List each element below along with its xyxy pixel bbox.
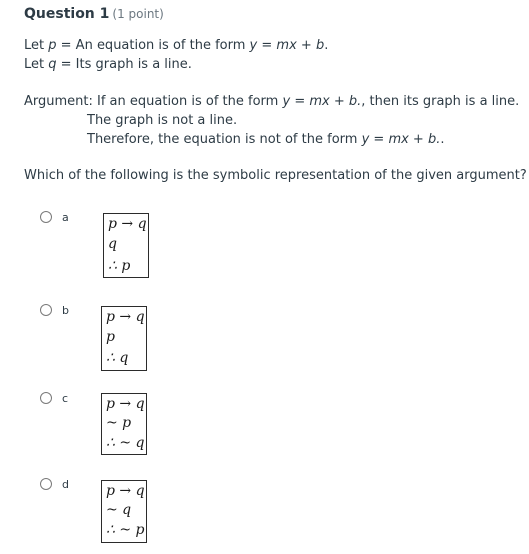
option-a-formula <box>103 213 149 278</box>
formula-line-1: p → q <box>108 216 147 232</box>
radio-button-c[interactable] <box>40 392 52 404</box>
option-letter: b <box>62 304 69 317</box>
eq-equals: = <box>290 94 310 109</box>
eq-y: y <box>249 38 258 53</box>
option-letter: a <box>62 211 69 224</box>
formula-line-2: p <box>106 329 115 345</box>
formula-line-3: ∴ q <box>106 350 129 366</box>
argument-line-3 <box>87 132 445 147</box>
def-text: = An equation is of the form <box>56 38 250 53</box>
def-suffix: . <box>324 38 329 53</box>
formula-line-2: q <box>108 236 117 252</box>
argument-line-2: The graph is not a line. <box>87 113 238 128</box>
formula-line-3: ∴ ~ q <box>106 435 145 451</box>
question-points: (1 point) <box>112 7 164 21</box>
formula-line-3: ∴ ~ p <box>106 522 145 538</box>
question-title <box>24 6 164 22</box>
formula-line-2: ~ p <box>106 415 132 431</box>
eq-plus: + <box>329 94 349 109</box>
eq-y: y <box>361 132 370 147</box>
eq-plus: + <box>408 132 428 147</box>
option-c-formula <box>101 393 147 455</box>
definition-p <box>24 38 328 53</box>
def-prefix: Let <box>24 57 49 72</box>
option-d-formula <box>101 480 147 543</box>
eq-b: b. <box>427 132 441 147</box>
eq-y: y <box>282 94 291 109</box>
argument-line-1 <box>24 94 519 109</box>
formula-line-1: p → q <box>106 309 145 325</box>
formula-line-2: ~ q <box>106 502 132 518</box>
option-b[interactable] <box>40 302 92 317</box>
def-var: q <box>48 57 57 72</box>
question-prompt: Which of the following is the symbolic representation of the given argument? <box>24 168 527 183</box>
argument-prefix: Argument: If an equation is of the form <box>24 94 283 109</box>
argument-prefix: Therefore, the equation is not of the form <box>87 132 362 147</box>
formula-line-1: p → q <box>106 396 145 412</box>
eq-equals: = <box>257 38 277 53</box>
eq-mx: mx <box>309 94 330 109</box>
radio-button-a[interactable] <box>40 211 52 223</box>
formula-line-1: p → q <box>106 483 145 499</box>
eq-b: b <box>315 38 325 53</box>
option-d[interactable] <box>40 476 92 491</box>
eq-b: b. <box>348 94 362 109</box>
radio-button-d[interactable] <box>40 478 52 490</box>
def-var: p <box>48 38 57 53</box>
radio-button-b[interactable] <box>40 304 52 316</box>
def-text: = Its graph is a line. <box>56 57 192 72</box>
eq-mx: mx <box>388 132 409 147</box>
formula-line-3: ∴ p <box>108 258 131 274</box>
argument-suffix: , then its graph is a line. <box>361 94 520 109</box>
option-letter: c <box>62 392 69 405</box>
eq-mx: mx <box>276 38 297 53</box>
eq-equals: = <box>369 132 389 147</box>
definition-q <box>24 57 192 72</box>
option-b-formula <box>101 306 147 371</box>
option-a[interactable] <box>40 209 92 224</box>
question-title-text: Question 1 <box>24 6 110 22</box>
option-letter: d <box>62 478 69 491</box>
option-c[interactable] <box>40 390 92 405</box>
eq-plus: + <box>296 38 316 53</box>
def-prefix: Let <box>24 38 49 53</box>
argument-suffix: . <box>440 132 445 147</box>
